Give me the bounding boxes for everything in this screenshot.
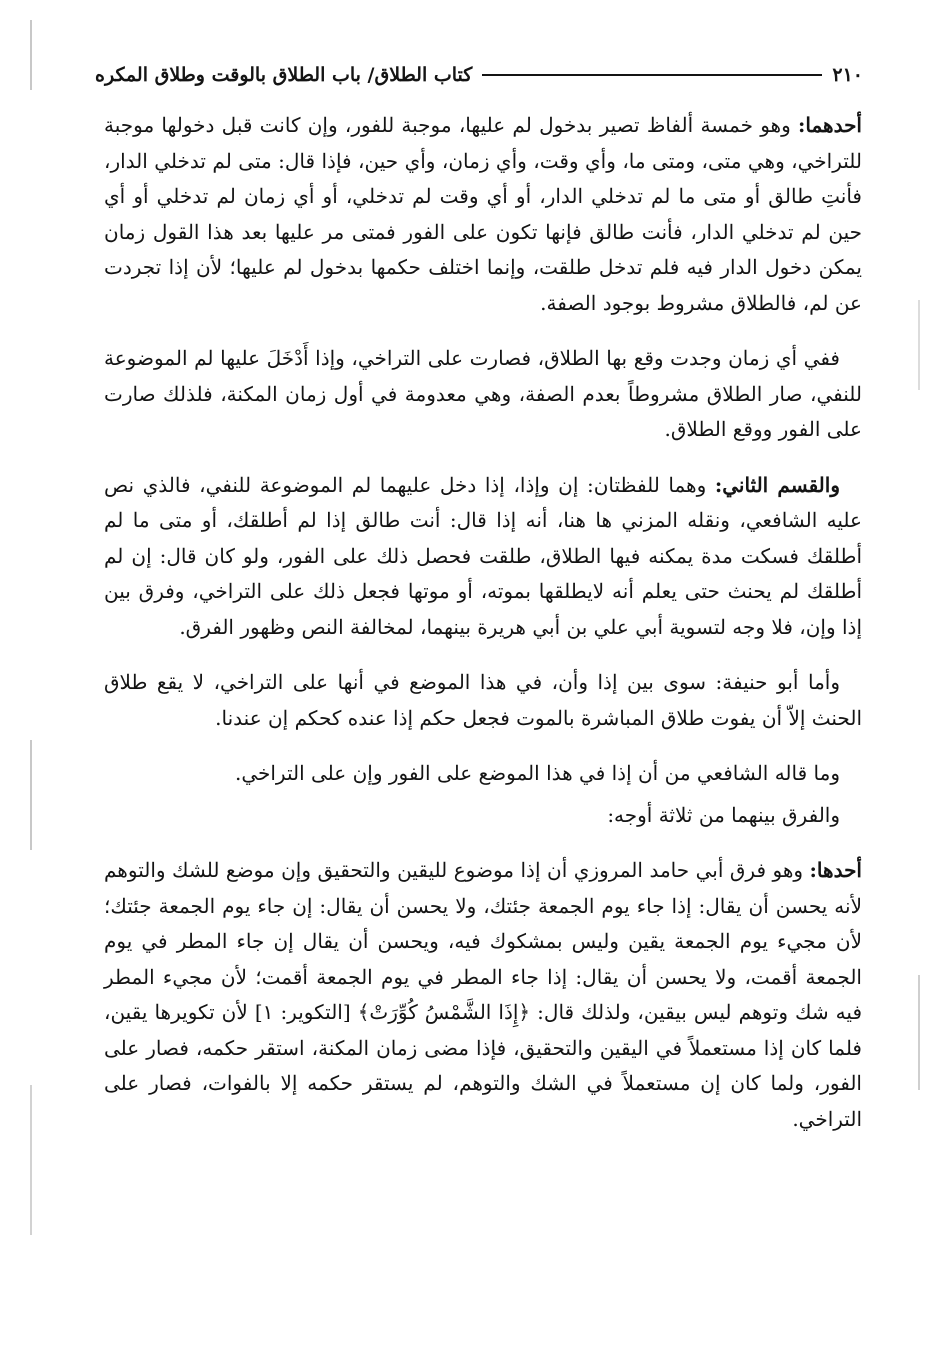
- paragraph: [104, 798, 862, 834]
- scan-margin-mark: [918, 300, 920, 390]
- header-rule: [482, 74, 822, 76]
- paragraph-second-section: [104, 468, 862, 646]
- paragraph-text: والفرق بينهما من ثلاثة أوجه:: [607, 802, 840, 827]
- paragraph-text: وهو فرق أبي حامد المروزي أن إذا موضوع لليقين والتحقيق وإن موضع للشك والتوهم لأنه يحسن أن يقال: إذا جاء يوم الجمعة جئتك، ولا يحسن أن يقال: إن جاء يوم الجمعة جئتك؛ لأن مجيء يوم الجمعة يقين وليس بمشكوك فيه، ويحسن أن يقال إن جاء المطر في يوم الجمعة أقمت، ولا يحسن أن يقال: إذا جاء المطر في يوم الجمعة أقمت؛ لأن مجيء المطر فيه شك وتوهم ليس بيقين، ولذلك قال: ﴿إِذَا الشَّمْسُ كُوِّرَتْ﴾ [التكوير: ١] لأن تكويرها يقين، فلما كان إذا مستعملاً في اليقين والتحقيق، فإذا مضى زمان المكنة، استقر حكمه، فصار على الفور، ولما كان إن مستعملاً في الشك والتوهم، لم يستقر حكمه إلا بالفوات، فصار على التراخي.: [104, 858, 863, 1131]
- paragraph-text: وأما أبو حنيفة: سوى بين إذا وأن، في هذا الموضع في أنها على التراخي، لا يقع طلاق الحنث إلاّ أن يفوت طلاق المباشرة بالموت فجعل حكم إذا عنده كحكم إن عندنا.: [104, 670, 862, 730]
- scan-margin-mark: [30, 1085, 32, 1235]
- paragraph-lead: أحدهما:: [797, 113, 862, 137]
- paragraph-text: وهما للفظتان: إن وإذا، إذا دخل عليهما لم الموضوعة للنفي، فالذي نص عليه الشافعي، ونقله المزني ها هنا، أنه إذا قال: أنت طالق إذا لم أطلقك، أو متى ما لم أطلقك فسكت مدة يمكنه فيها الطلاق، طلقت فحصل ذلك على الفور، ولو كان قال: إن لم أطلقك لم يحنث حتى يعلم أنه لايطلقها بموته، أو موتها فجعل ذلك على التراخي، وفرق بين إذا وإن، فلا وجه لتسوية أبي علي بن أبي هريرة بينهما، لمخالفة النص وظهور الفرق.: [104, 472, 862, 639]
- page-number: ٢١٠: [832, 64, 863, 86]
- running-title: كتاب الطلاق/ باب الطلاق بالوقت وطلاق المكره: [95, 64, 473, 86]
- paragraph-lead: أحدها:: [809, 858, 862, 882]
- paragraph: [104, 665, 862, 736]
- paragraph: [104, 756, 862, 792]
- page-header: [95, 58, 863, 92]
- paragraph-lead: والقسم الثاني:: [714, 472, 840, 497]
- scan-margin-mark: [30, 20, 32, 90]
- paragraph-first-difference: [104, 853, 862, 1137]
- page-body: [104, 108, 862, 1157]
- paragraph: [104, 341, 862, 448]
- paragraph-text: وما قاله الشافعي من أن إذا في هذا الموضع على الفور وإن على التراخي.: [234, 761, 840, 785]
- scan-margin-mark: [30, 740, 32, 850]
- paragraph-text: ففي أي زمان وجدت وقع بها الطلاق، فصارت على التراخي، وإذا أَدْخَلَ عليها لم الموضوعة للنفي، صار الطلاق مشروطاً بعدم الصفة، وهي معدومة في أول زمان المكنة، فلذلك صارت على الفور ووقع الطلاق.: [104, 346, 862, 441]
- paragraph-text: وهو خمسة ألفاظ تصير بدخول لم عليها، موجبة للفور، وإن كانت قبل دخولها موجبة للتراخي، وهي متى، ومتى ما، وأي وقت، وأي زمان، وأي حين، فإذا قال: متى لم تدخلي الدار، فأنتِ طالق أو متى ما لم تدخلي الدار، أو أي وقت لم تدخلي، أو أي زمان لم تدخلي أو أي حين لم تدخلي الدار، فأنت طالق فإنها تكون على الفور فمتى مر عليها بعد هذا القول زمان يمكن دخول الدار فيه فلم تدخل طلقت، وإنما اختلف حكمها بدخول لم عليها؛ لأن إذا تجردت عن لم، فالطلاق مشروط بوجود الصفة.: [104, 113, 862, 315]
- paragraph-first-section: [104, 108, 862, 321]
- scan-margin-mark: [918, 975, 920, 1090]
